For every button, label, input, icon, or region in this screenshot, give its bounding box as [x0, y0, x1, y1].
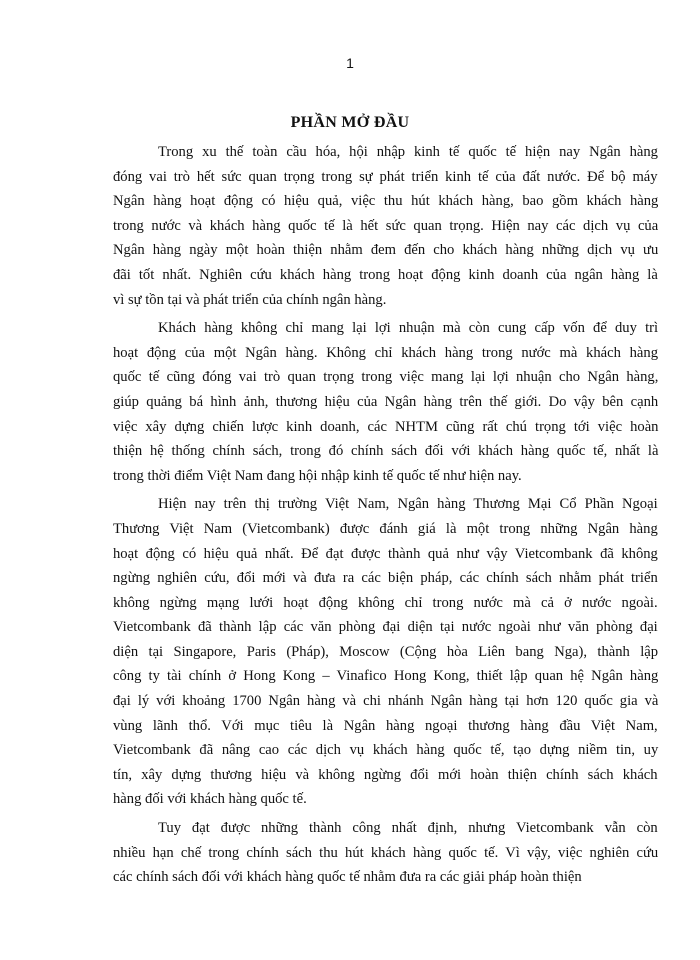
text-line: hoạt động có hiệu quả nhất. Để đạt được thành quả như vậy Vietcombank đã không — [113, 545, 658, 562]
text-line: vùng lãnh thổ. Với mục tiêu là Ngân hàng ngoại thương hàng đầu Việt Nam, — [113, 717, 658, 734]
text-line: diện tại Singapore, Paris (Pháp), Moscow (Cộng hòa Liên bang Nga), thành lập — [113, 643, 659, 660]
section-title: PHẦN MỞ ĐẦU — [290, 114, 410, 131]
text-line: đại lý với khoảng 1700 Ngân hàng và chi nhánh Ngân hàng tại hơn 120 quốc gia và — [113, 693, 659, 710]
paragraph-1 — [113, 140, 658, 312]
text-line: đóng vai trò hết sức quan trọng trong sự phát triển kinh tế của đất nước. Để bộ máy — [113, 168, 658, 185]
document-body — [113, 140, 658, 894]
text-line: trong thời điểm Việt Nam đang hội nhập kinh tế quốc tế như hiện nay. — [113, 467, 522, 484]
text-line: Hiện nay trên thị trường Việt Nam, Ngân hàng Thương Mại Cổ Phần Ngoại — [158, 496, 658, 513]
text-line: đãi tốt nhất. Nghiên cứu khách hàng trong hoạt động kinh doanh của ngân hàng là — [113, 266, 658, 283]
text-line: quốc tế cũng đóng vai trò quan trọng trong việc mang lại lợi nhuận cho Ngân hàng, — [113, 369, 659, 386]
text-line: Tuy đạt được những thành công nhất định, nhưng Vietcombank vẫn còn — [158, 820, 658, 837]
text-line: việc xây dựng chiến lược kinh doanh, các NHTM cũng rất chú trọng tới việc hoàn — [113, 418, 659, 435]
text-line: giúp quảng bá hình ảnh, thương hiệu của Ngân hàng trên thế giới. Do vậy bên cạnh — [113, 393, 659, 410]
text-line: Trong xu thế toàn cầu hóa, hội nhập kinh tế quốc tế hiện nay Ngân hàng — [158, 144, 658, 160]
text-line: trong nước và khách hàng quốc tế là hết sức quan trọng. Hiện nay các dịch vụ của — [113, 217, 659, 234]
text-line: các chính sách đối với khách hàng quốc tế nhằm đưa ra các giải pháp hoàn thiện — [113, 869, 582, 886]
text-line: Ngân hàng ngày một hoàn thiện nhằm đem đến cho khách hàng những dịch vụ ưu — [113, 242, 659, 259]
text-line: công ty tài chính ở Hong Kong – Vinafico Hong Kong, thiết lập quan hệ Ngân hàng — [113, 668, 659, 685]
text-line: Thương Việt Nam (Vietcombank) được đánh giá là một trong những Ngân hàng — [113, 520, 658, 537]
text-line: không ngừng mạng lưới hoạt động không chỉ trong nước mà cả ở nước ngoài. — [113, 594, 658, 611]
paragraph-3 — [113, 492, 658, 812]
text-line: ngừng nghiên cứu, đổi mới và đưa ra các biện pháp, các chính sách nhằm phát triển — [113, 570, 658, 587]
text-line: nhiều hạn chế trong chính sách thu hút khách hàng quốc tế. Vì vậy, việc nghiên cứu — [113, 844, 659, 861]
text-line: vì sự tồn tại và phát triển của chính ngân hàng. — [113, 291, 387, 308]
text-line: Khách hàng không chỉ mang lại lợi nhuận mà còn cung cấp vốn để duy trì — [158, 320, 659, 337]
text-line: hoạt động của một Ngân hàng. Không chỉ khách hàng trong nước mà khách hàng — [113, 344, 658, 361]
paragraph-2 — [113, 316, 658, 488]
paragraph-4 — [113, 816, 658, 890]
text-line: Ngân hàng hoạt động có hiệu quả, việc thu hút khách hàng, bao gồm khách hàng — [113, 193, 659, 210]
text-line: Vietcombank đã thành lập các văn phòng đại diện tại nước ngoài như văn phòng đại — [113, 619, 658, 636]
page-number: 1 — [346, 55, 354, 71]
text-line: tín, xây dựng thương hiệu và không ngừng đổi mới hoàn thiện chính sách khách — [113, 766, 658, 783]
text-line: hàng đối với khách hàng quốc tế. — [113, 791, 307, 808]
text-line: thiện hệ thống chính sách, trong đó chính sách đối với khách hàng quốc tế, nhất là — [113, 443, 659, 460]
text-line: Vietcombank đã nâng cao các dịch vụ khách hàng quốc tế, tạo dựng niềm tin, uy — [113, 742, 659, 759]
